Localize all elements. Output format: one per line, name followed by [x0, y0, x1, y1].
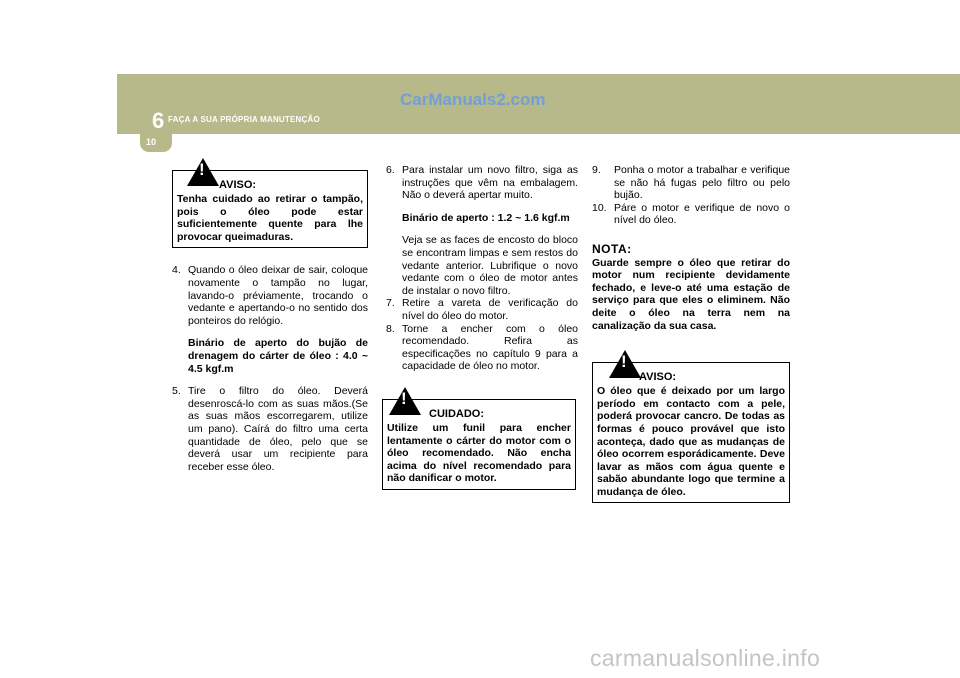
note-title: NOTA: [592, 241, 632, 256]
caution-title: CUIDADO: [429, 407, 484, 420]
watermark-bottom[interactable]: carmanualsonline.info [590, 645, 821, 671]
step-text: Retire a vareta de verificação do nível do óleo do motor. [402, 297, 578, 322]
column-right [592, 164, 790, 503]
chapter-title: FAÇA A SUA PRÓPRIA MANUTENÇÃO [168, 115, 320, 124]
column-middle [386, 164, 578, 490]
torque-spec: Binário de aperto do bujão de drenagem do cárter de óleo : 4.0 ~ 4.5 kgf.m [188, 337, 368, 375]
warning-box-oil-hot [172, 160, 368, 248]
warning-title: AVISO: [639, 371, 677, 384]
list-item-step-10 [592, 202, 790, 227]
list-item-step-5 [172, 385, 368, 473]
list-item-step-7 [386, 297, 578, 322]
warning-title: AVISO: [219, 179, 257, 191]
note-text: Guarde sempre o óleo que retirar do motor num recipiente devidamente fechado, e leve-o até uma estação de serviço para que eles o eliminem. Não deite o óleo na terra nem na canalização da sua casa. [592, 256, 790, 332]
warning-text: Tenha cuidado ao retirar o tampão, pois o óleo pode estar suficientemente quente para lhe provocar queimaduras. [177, 193, 363, 243]
chapter-number: 6 [152, 108, 165, 133]
warning-text: O óleo que é deixado por um largo período em contacto com a pele, poderá provocar cancro. De todas as formas é pouco provável que isto aconteça, dado que as mudanças de óleo ocorrem esporádicamente. Deve lavar as mãos com água quente e sabão abundante logo que termine a mudança de óleo. [597, 385, 785, 498]
page-number: 10 [146, 137, 157, 147]
step-number: 9. [592, 164, 601, 176]
step-text: Ponha o motor a trabalhar e verifique se não há fugas pelo filtro ou pelo bujão. [614, 164, 790, 202]
step-number: 10. [592, 201, 607, 214]
step-text: Para instalar um novo filtro, siga as instruções que vêm na embalagem. Não o deverá apertar muito. [402, 164, 578, 202]
step-number: 7. [386, 297, 395, 310]
torque-spec: Binário de aperto : 1.2 ~ 1.6 kgf.m [402, 211, 570, 224]
step-text-continued: Veja se as faces de encosto do bloco se encontram limpas e sem restos do vedante anterior. Lubrifique o novo vedante com o óleo de motor antes de instalar o novo filtro. [402, 234, 578, 297]
step-text: Páre o motor e verifique de novo o nível do óleo. [614, 201, 790, 227]
list-item-step-8 [386, 323, 578, 373]
warning-triangle-icon: ! [389, 387, 421, 415]
warning-triangle-icon: ! [187, 158, 219, 186]
caution-box-funnel [382, 388, 576, 490]
step-number: 5. [172, 385, 181, 398]
list-item-step-6 [386, 164, 578, 297]
warning-box-skin-contact [592, 352, 790, 503]
caution-text: Utilize um funil para encher lentamente o cárter do motor com o óleo recomendado. Não encha acima do nível recomendado para não danificar o motor. [387, 421, 571, 485]
step-text: Torne a encher com o óleo recomendado. Refira as especificações no capítulo 9 para a capacidade de óleo no motor. [402, 322, 578, 373]
column-left [172, 160, 368, 473]
step-number: 6. [386, 164, 395, 176]
list-item-step-4 [172, 264, 368, 375]
step-text: Quando o óleo deixar de sair, coloque novamente o tampão no lugar, lavando-o préviamente, trocando o vedante e apertando-o no sentido dos ponteiros do relógio. [188, 264, 368, 327]
step-number: 4. [172, 264, 181, 277]
watermark-top[interactable]: CarManuals2.com [400, 90, 546, 109]
list-item-step-9 [592, 164, 790, 202]
warning-triangle-icon: ! [609, 350, 641, 378]
step-text: Tire o filtro do óleo. Deverá desenroscá-lo com as suas mãos.(Se as suas mãos escorregarem, utilize um pano). Caírá do filtro uma certa quantidade de óleo, pelo que se deverá usar um recipiente para receber esse óleo. [188, 385, 368, 473]
step-number: 8. [386, 322, 395, 335]
